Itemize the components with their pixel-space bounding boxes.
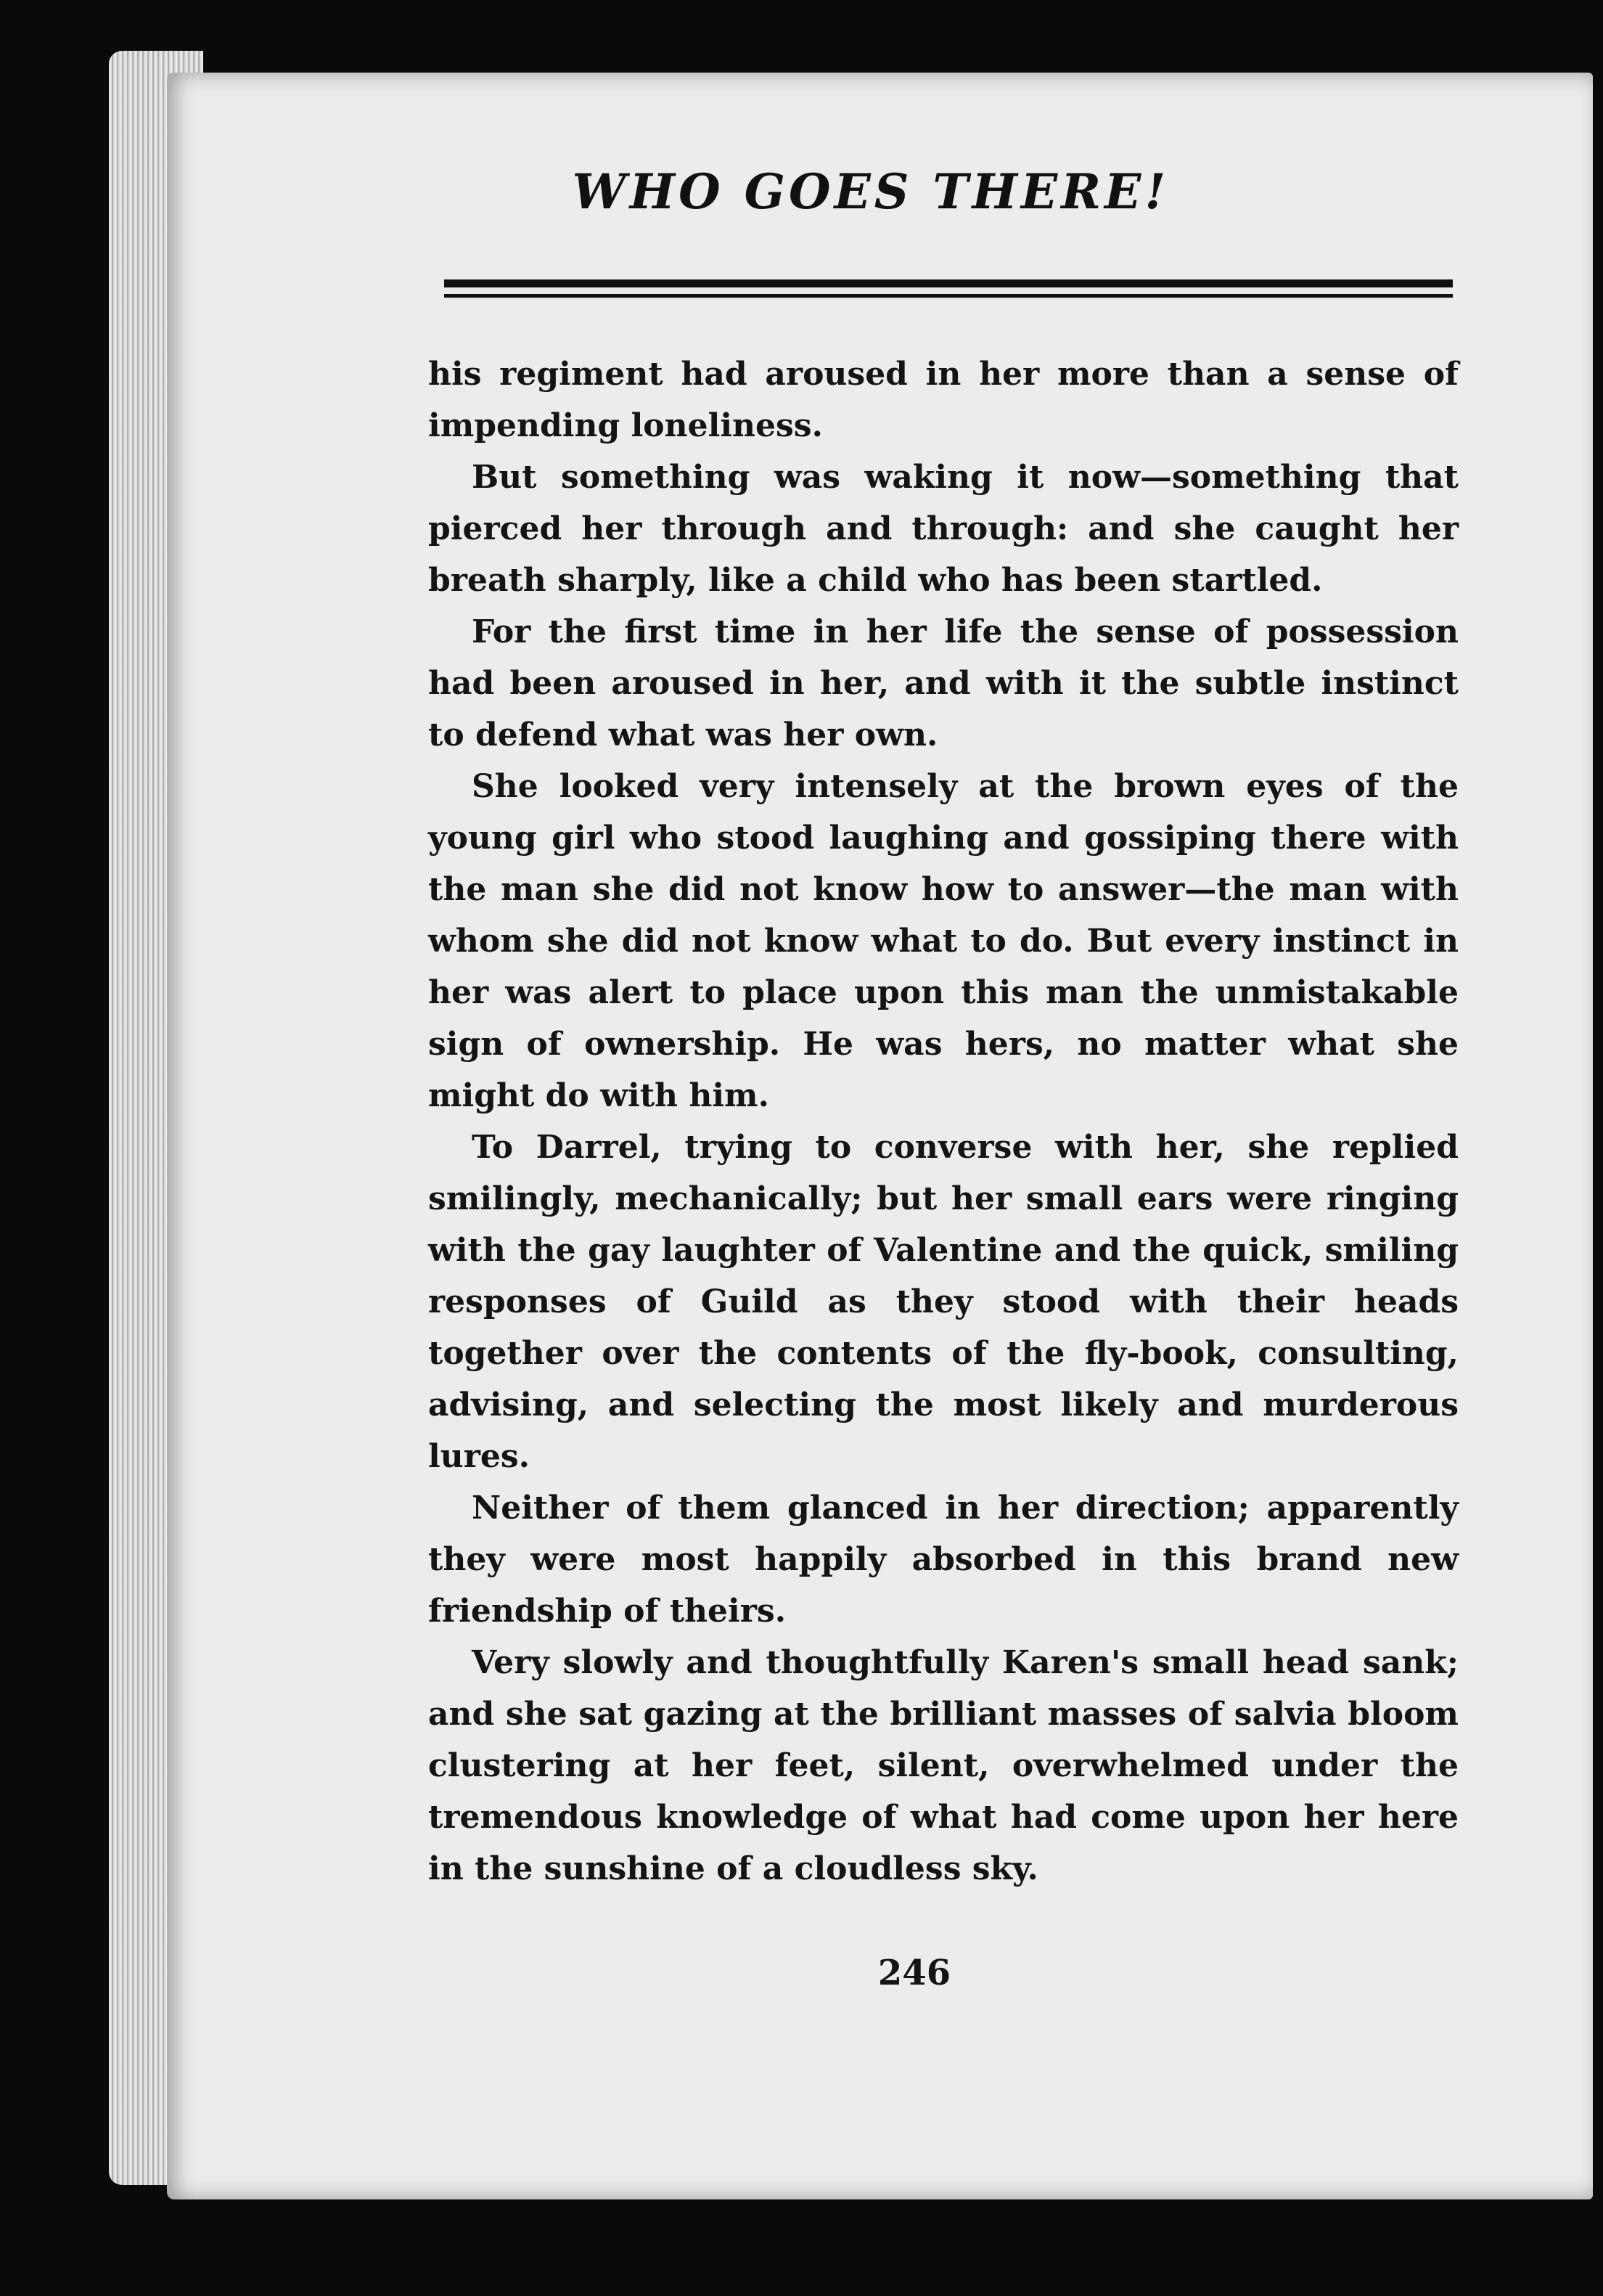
- paragraph-2: But something was waking it now—something that pierced her through and through: and she caught her breath sharply, like a child who has been startled.: [428, 459, 1459, 599]
- running-head-title: WHO GOES THERE!: [572, 163, 1170, 220]
- paragraph-1: his regiment had aroused in her more than a sense of impending loneliness.: [428, 356, 1459, 444]
- paragraph-7: Very slowly and thoughtfully Karen's small head sank; and she sat gazing at the brilliant masses of salvia bloom clustering at her feet, silent, overwhelmed under the tremendous knowledge of what had come upon her here in the sunshine of a cloudless sky.: [428, 1644, 1459, 1887]
- header-rule-thick: [444, 279, 1453, 287]
- header-rule-thin: [444, 294, 1453, 298]
- page-number: 246: [877, 1953, 951, 1993]
- paragraph-4: She looked very intensely at the brown eyes of the young girl who stood laughing and gossiping there with the man she did not know how to answer—the man with whom she did not know what to do. But every instinct in her was alert to place upon this man the unmistakable sign of ownership. He was hers, no matter what she might do with him.: [428, 768, 1459, 1114]
- paragraph-3: For the first time in her life the sense of possession had been aroused in her, and with it the subtle instinct to defend what was her own.: [428, 613, 1459, 753]
- paragraph-5: To Darrel, trying to converse with her, she replied smilingly, mechanically; but her small ears were ringing with the gay laughter of Valentine and the quick, smiling responses of Guild as they stood with their heads together over the contents of the fly-book, consulting, advising, and selecting the most likely and murderous lures.: [428, 1129, 1459, 1475]
- paragraph-6: Neither of them glanced in her direction; apparently they were most happily absorbed in this brand new friendship of theirs.: [428, 1490, 1459, 1630]
- body-text: [428, 348, 1459, 1895]
